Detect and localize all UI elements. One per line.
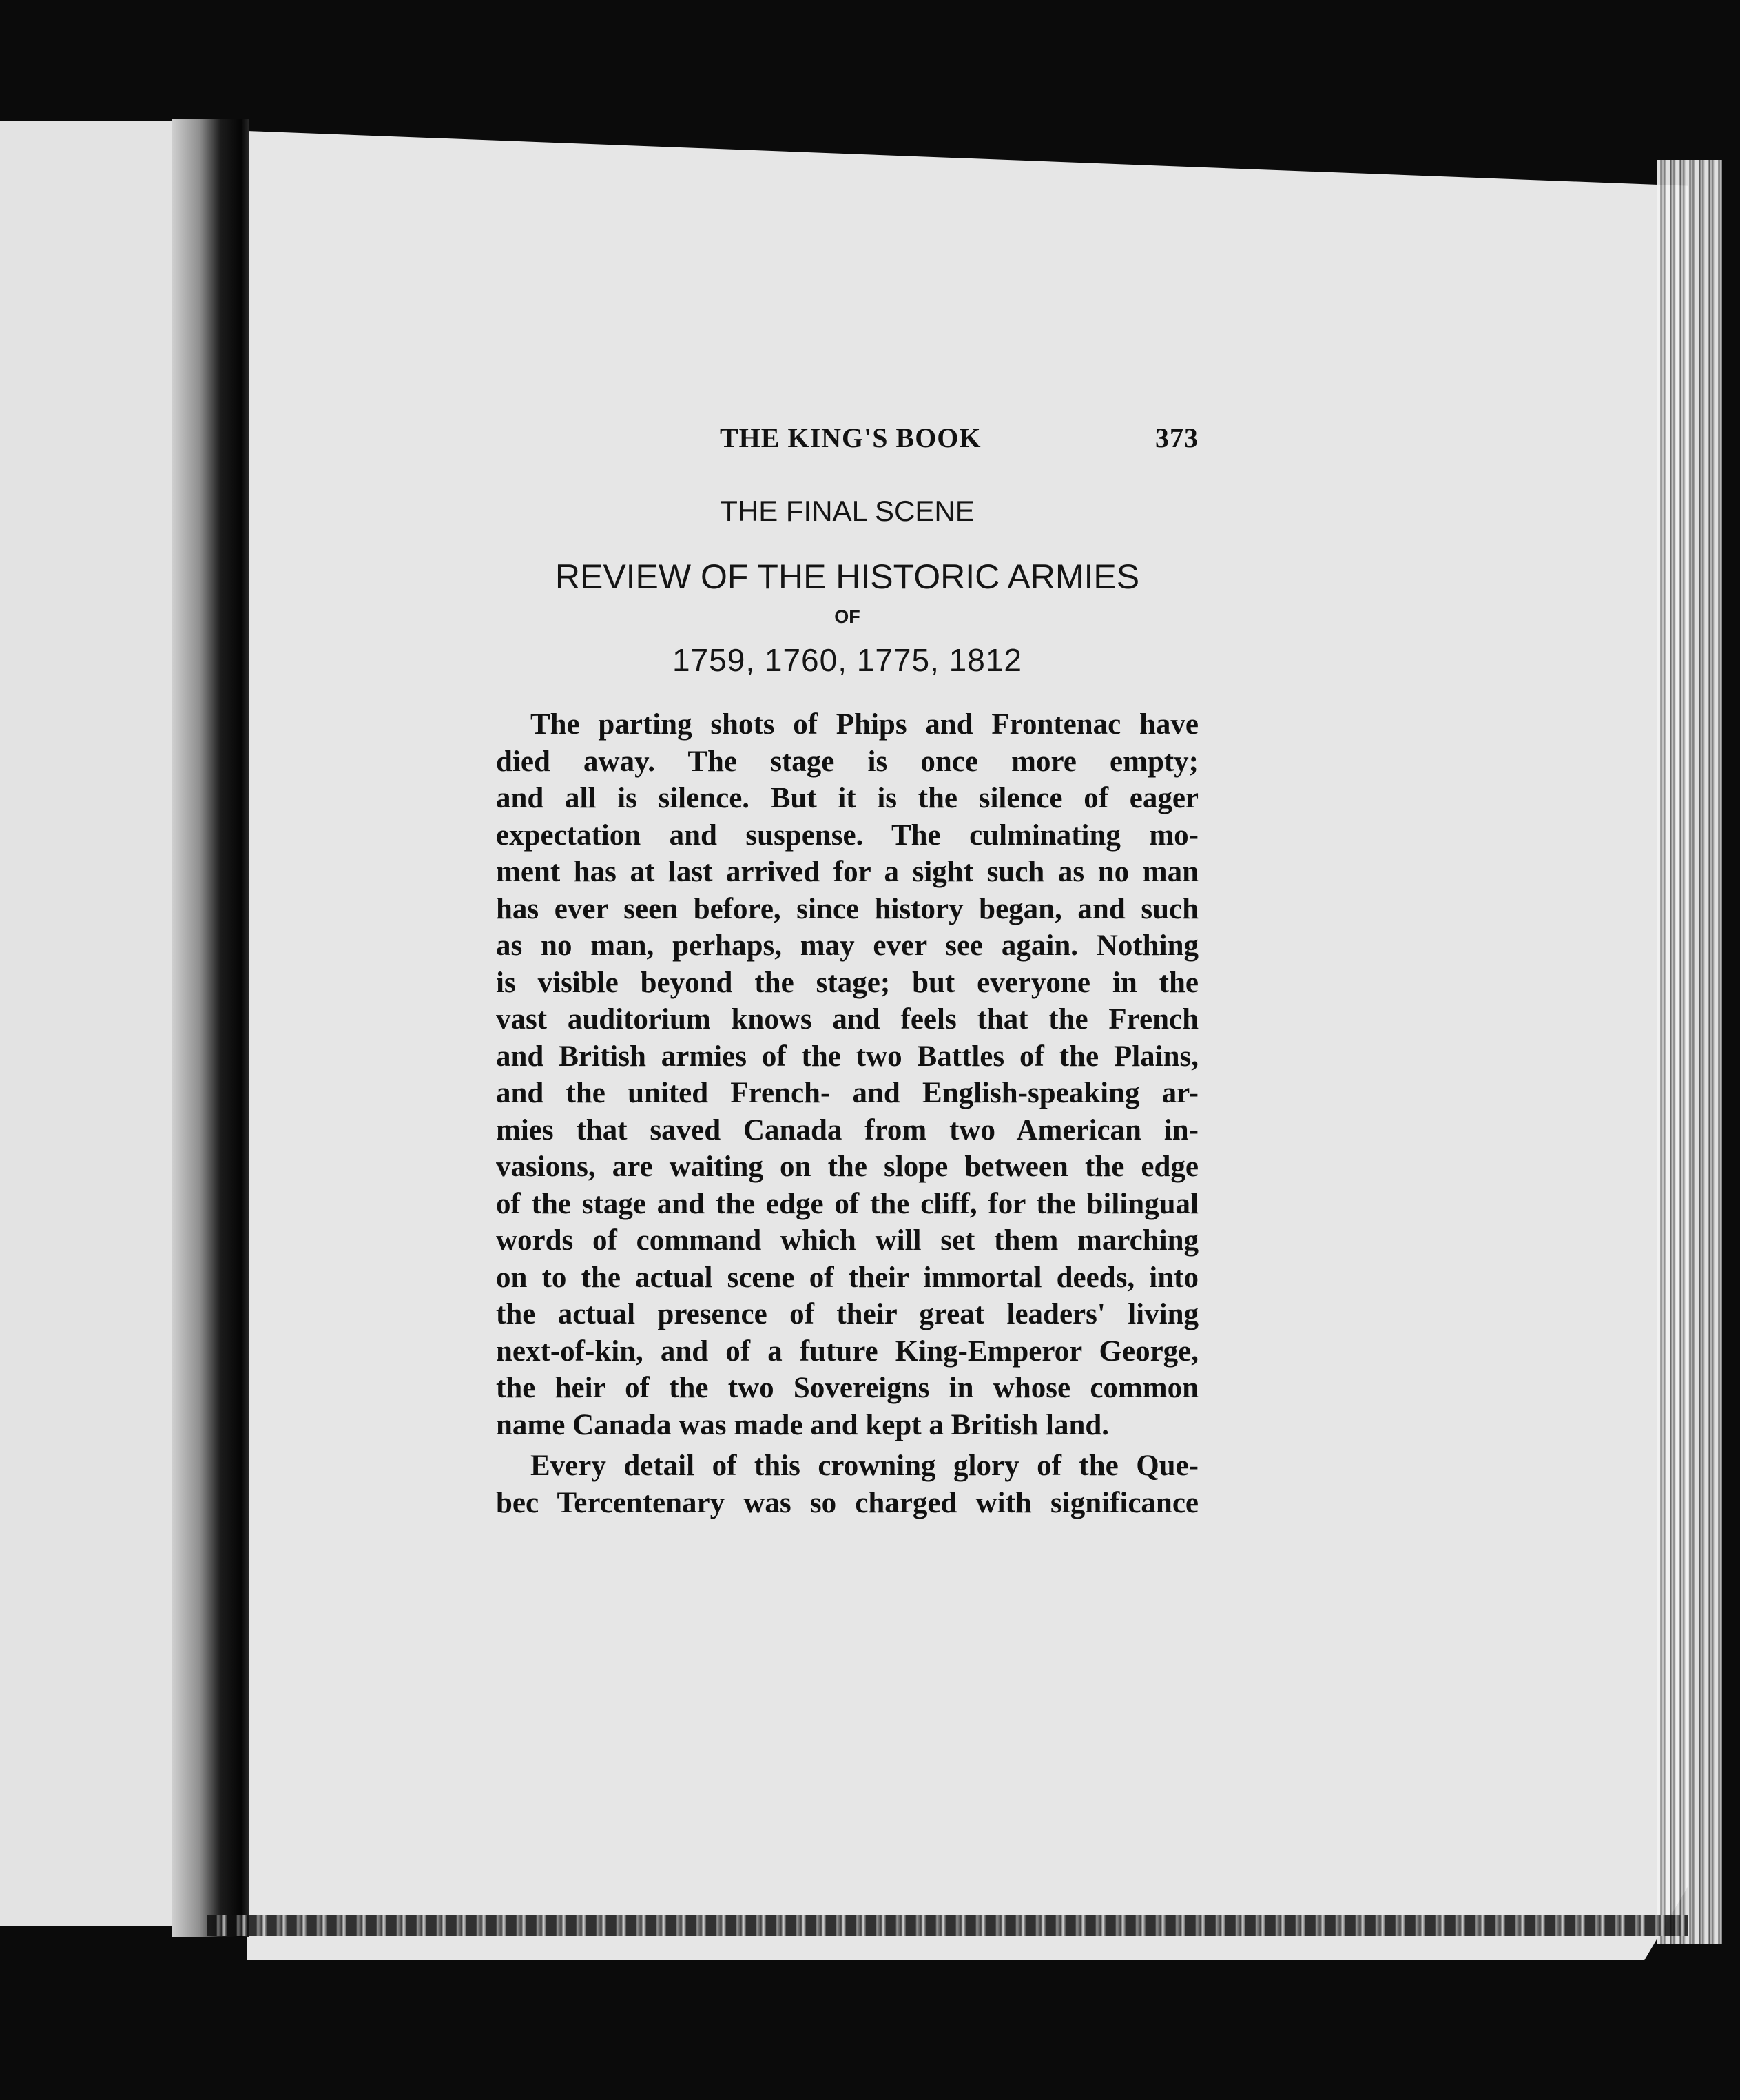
text-line: of the stage and the edge of the cliff, for the bilingual <box>496 1187 1199 1220</box>
text-line: vast auditorium knows and feels that the French <box>496 1003 1199 1036</box>
text-line: words of command which will set them marching <box>496 1224 1199 1257</box>
text-line: and the united French- and English-speaking ar- <box>496 1077 1199 1109</box>
text-line: is visible beyond the stage; but everyone in the <box>496 966 1199 999</box>
text-line: mies that saved Canada from two American in- <box>496 1113 1199 1146</box>
text-line: name Canada was made and kept a British land. <box>496 1408 1110 1441</box>
text-line: vasions, are waiting on the slope between the edge <box>496 1151 1199 1183</box>
page-stack-edge <box>1657 160 1722 1944</box>
running-head-title: THE KING'S BOOK <box>720 422 982 453</box>
bottom-page-edge <box>207 1915 1688 1936</box>
text-line: Every detail of this crowning glory of the Que- <box>530 1450 1199 1482</box>
section-heading: THE FINAL SCENE <box>720 495 975 527</box>
page-text <box>496 413 1199 1521</box>
running-head <box>496 413 1199 457</box>
text-line: on to the actual scene of their immortal deeds, into <box>496 1261 1199 1294</box>
text-line: expectation and suspense. The culminating mo- <box>496 819 1199 852</box>
title-years: 1759, 1760, 1775, 1812 <box>672 642 1022 678</box>
text-line: and British armies of the two Battles of the Plains, <box>496 1040 1199 1073</box>
text-line: as no man, perhaps, may ever see again. Nothing <box>496 929 1199 962</box>
text-line: and all is silence. But it is the silence of eager <box>496 782 1199 814</box>
text-line: ment has at last arrived for a sight such as no man <box>496 856 1199 888</box>
page-number: 373 <box>1155 422 1199 453</box>
body-paragraph <box>496 706 1199 1443</box>
text-line: The parting shots of Phips and Frontenac have <box>530 708 1199 741</box>
text-line: the heir of the two Sovereigns in whose common <box>496 1372 1199 1404</box>
text-line: died away. The stage is once more empty; <box>496 745 1199 778</box>
text-line: the actual presence of their great leaders' living <box>496 1298 1199 1330</box>
chapter-title: REVIEW OF THE HISTORIC ARMIES <box>555 557 1140 596</box>
text-line: has ever seen before, since history began, and such <box>496 892 1199 925</box>
text-line: bec Tercentenary was so charged with significance <box>496 1486 1199 1519</box>
book-gutter <box>172 119 249 1937</box>
body-paragraph <box>496 1448 1199 1521</box>
text-line: next-of-kin, and of a future King-Emperor George, <box>496 1335 1199 1368</box>
title-connector: OF <box>834 606 860 627</box>
